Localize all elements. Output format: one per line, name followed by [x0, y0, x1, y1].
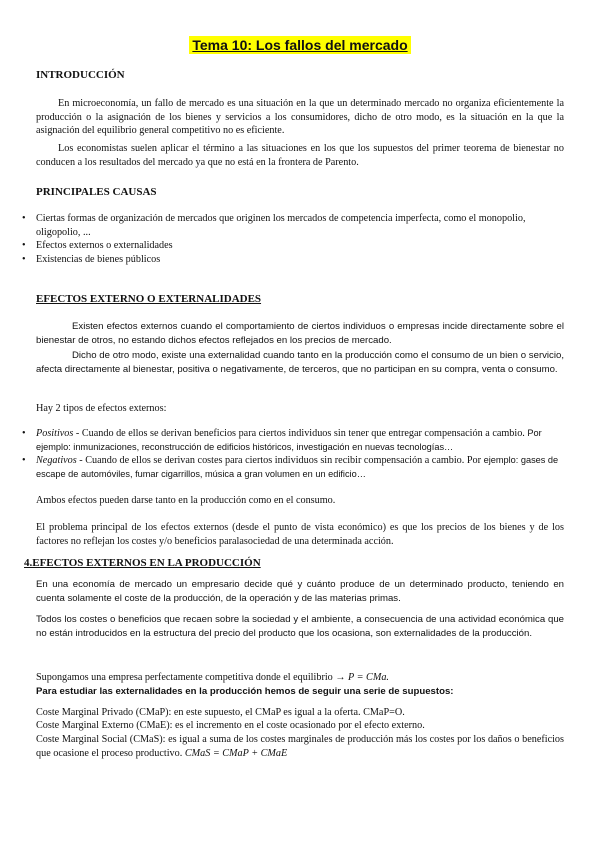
- bullet-icon: •: [22, 428, 26, 439]
- types-intro: Hay 2 tipos de efectos externos:: [36, 403, 167, 414]
- production-heading: 4.EFECTOS EXTERNOS EN LA PRODUCCIÓN: [24, 557, 261, 569]
- bullet-icon: •: [22, 240, 26, 251]
- production-paragraph-2: Todos los costes o beneficios que recaen sobre la sociedad y el ambiente, a consecuencia de una actividad económica que no están introducidos en la estructura del precio del producto que los ocasiona, son externalidades de la producción.: [36, 614, 564, 639]
- cmas-formula: CMaS = CMaP + CMaE: [184, 747, 288, 759]
- negative-label: Negativos: [36, 455, 77, 466]
- suppose-line: Supongamos una empresa perfectamente competitiva donde el equilibrio → P = CMa.: [36, 672, 389, 683]
- bullet-icon: •: [22, 455, 26, 466]
- bullet-icon: •: [22, 213, 26, 224]
- list-item: • Efectos externos o externalidades: [22, 240, 173, 251]
- intro-heading: INTRODUCCIÓN: [36, 69, 125, 81]
- list-item: • Negativos - Cuando de ellos se derivan costes para ciertos individuos sin recibir compensación a cambio. Por ejemplo: gases de escape de automóviles, fumar cigarrillos, música a gran volumen en un edificio…: [22, 455, 559, 479]
- list-item: • Positivos - Cuando de ellos se derivan beneficios para ciertos individuos sin tener que entregar compensación a cambio. Por ejemplo: inmunizaciones, reconstrucción de edificios históricos, investigación en nuevas tecnologías…: [22, 428, 542, 452]
- intro-paragraph-1: En microeconomía, un fallo de mercado es una situación en la que un determinado mercado no organiza eficientemente la producción o la asignación de los bienes y servicios a los consumidores, dicho de otro modo, es la situación en la que la asignación del equilibrio general competitivo no es eficiente.: [36, 98, 564, 136]
- production-paragraph-1: En una economía de mercado un empresario decide qué y cuánto produce de un determinado producto, teniendo en cuenta solamente el coste de la producción, de la operación y de las materias primas.: [36, 579, 564, 604]
- cmae-definition: Coste Marginal Externo (CMaE): es el incremento en el coste ocasionado por el efecto externo.: [36, 720, 425, 731]
- cmas-definition: Coste Marginal Social (CMaS): es igual a suma de los costes marginales de producción más los costes por los daños o beneficios que ocasione el proceso productivo. CMaS = CMaP + CMaE: [36, 734, 564, 759]
- causes-list: [22, 212, 567, 266]
- list-item: • Ciertas formas de organización de mercados que originen los mercados de competencia imperfecta, como el monopolio, oligopolio, ...: [22, 213, 526, 238]
- study-line: Para estudiar las externalidades en la producción hemos de seguir una serie de supuestos:: [36, 686, 454, 697]
- negative-example: ejemplo: gases de escape de automóviles, fumar cigarrillos, música a gran volumen en un edificio…: [36, 455, 559, 479]
- intro-paragraph-2: Los economistas suelen aplicar el término a las situaciones en los que los supuestos del primer teorema de bienestar no conducen a los resultados del mercado ya que no está en la frontera de Parento.: [36, 143, 564, 168]
- equilibrium-formula: → P = CMa.: [335, 672, 389, 683]
- causes-heading: PRINCIPALES CAUSAS: [36, 186, 157, 198]
- both-effects-text: Ambos efectos pueden darse tanto en la producción como en el consumo.: [36, 495, 336, 506]
- bullet-icon: •: [22, 253, 26, 265]
- list-item: • Existencias de bienes públicos: [22, 253, 161, 265]
- types-list: [22, 427, 567, 481]
- document-title: [0, 37, 600, 55]
- externalities-paragraph-2: Dicho de otro modo, existe una externalidad cuando tanto en la producción como el consumo de un bien o servicio, afecta directamente al bienestar, positiva o negativamente, de terceros, que no participan en su compra, venta o consumo.: [36, 350, 564, 375]
- main-problem-text: El problema principal de los efectos externos (desde el punto de vista económico) es que los precios de los bienes y de los factores no reflejan los costes y/o beneficios paralasociedad de una determinada acción.: [36, 522, 564, 547]
- cmap-definition: Coste Marginal Privado (CMaP): en este supuesto, el CMaP es igual a la oferta. CMaP=O.: [36, 707, 405, 718]
- positive-label: Positivos: [36, 428, 74, 439]
- title-text: Tema 10: Los fallos del mercado: [189, 36, 410, 54]
- externalities-heading: EFECTOS EXTERNO O EXTERNALIDADES: [36, 293, 262, 305]
- externalities-paragraph-1: Existen efectos externos cuando el comportamiento de ciertos individuos o empresas incide directamente sobre el bienestar de otros, no estando dichos efectos reflejados en los precios de mercado.: [36, 321, 564, 346]
- positive-example: Por ejemplo: inmunizaciones, reconstrucción de edificios históricos, investigación en nuevas tecnologías…: [36, 428, 542, 452]
